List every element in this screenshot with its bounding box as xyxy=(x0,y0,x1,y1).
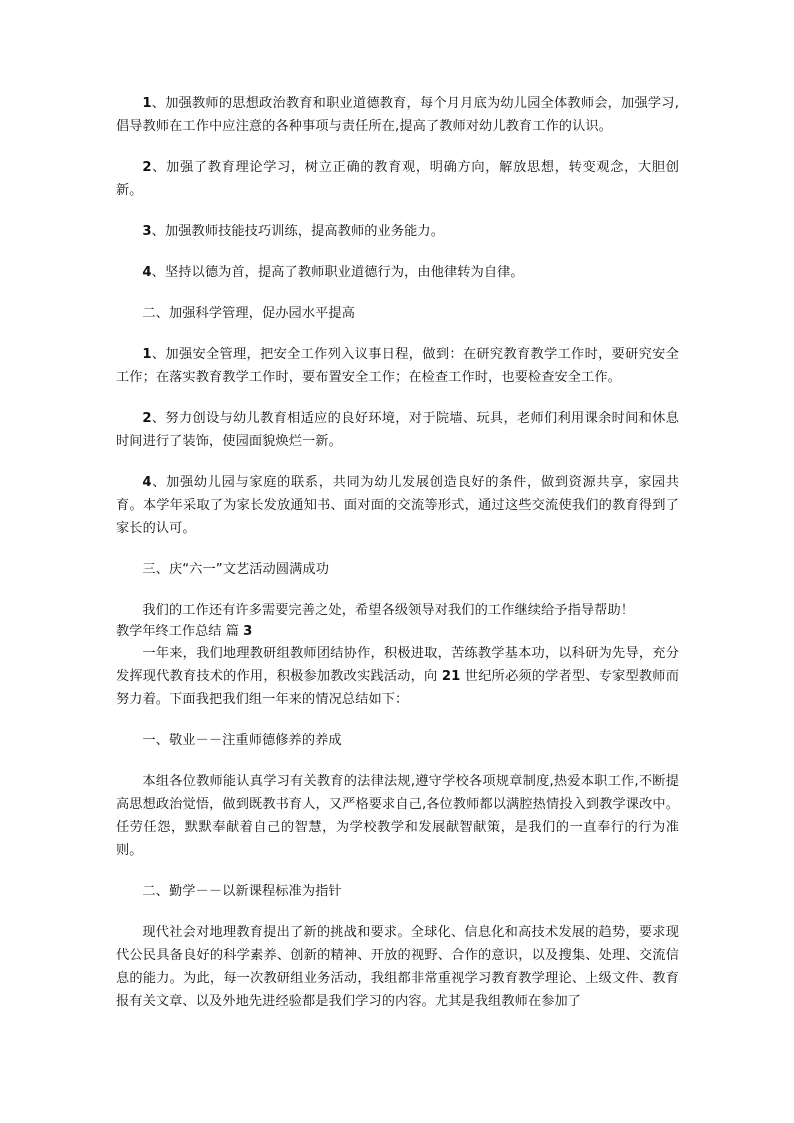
section-heading-2: 二、加强科学管理，促办园水平提高 xyxy=(142,306,355,321)
paragraph-3 xyxy=(116,220,679,243)
intro-text-b: 世纪所必须的学者型、专家型教师而努力着。下面我把我们组一年来的情况总结如下： xyxy=(116,669,679,707)
paragraph-6 xyxy=(116,407,679,453)
paragraph-text: 、加强教师技能技巧训练，提高教师的业务能力。 xyxy=(151,224,444,239)
paragraph-text: 、加强教师的思想政治教育和职业道德教育，每个月月底为幼儿园全体教师会，加强学习,倡导教师在工作中应注意的各种事项与责任所在,提高了教师对幼儿教育工作的认识。 xyxy=(116,96,679,134)
paragraph-8: 本组各位教师能认真学习有关教育的法律法规,遵守学校各项规章制度,热爱本职工作,不断提高思想政治觉悟，做到既教书育人，又严格要求自己,各位教师都以满腔热情投入到教学课改中。任劳任怨，默默奉献着自己的智慧，为学校教学和发展献智献策，是我们的一直奉行的行为准则。 xyxy=(116,774,679,858)
paragraph-7 xyxy=(116,471,679,540)
paragraph-text: 、加强了教育理论学习，树立正确的教育观，明确方向，解放思想，转变观念，大胆创新。 xyxy=(116,160,679,198)
paragraph-text: 、坚持以德为首，提高了教师职业道德行为，由他律转为自律。 xyxy=(151,265,524,280)
intro-text-a: 一年来，我们地理教研组教师团结协作，积极进取，苦练教学基本功，以科研为先导，充分发挥现代教育技术的作用，积极参加教改实践活动，向 xyxy=(116,646,679,684)
section-title-text: 教学年终工作总结 篇 xyxy=(116,624,244,639)
paragraph-number: 2 xyxy=(142,160,152,175)
paragraph-number: 2 xyxy=(142,411,152,426)
paragraph-9: 现代社会对地理教育提出了新的挑战和要求。全球化、信息化和高技术发展的趋势，要求现代公民具备良好的科学素养、创新的精神、开放的视野、合作的意识，以及搜集、处理、交流信息的能力。为此，每一次教研组业务活动，我组都非常重视学习教育教学理论、上级文件、教育报有关文章、以及外地先进经验都是我们学习的内容。尤其是我组教师在参加了 xyxy=(116,925,679,1009)
paragraph-number: 4 xyxy=(142,265,152,280)
intro-number: 21 xyxy=(441,669,461,684)
paragraph-number: 1 xyxy=(142,347,152,362)
section-title-number: 3 xyxy=(243,624,253,639)
paragraph-number: 3 xyxy=(142,224,152,239)
closing-paragraph: 我们的工作还有许多需要完善之处，希望各级领导对我们的工作继续给予指导帮助！ xyxy=(142,603,635,618)
section-heading-2b: 二、勤学－－以新课程标准为指针 xyxy=(142,884,342,899)
paragraph-text: 、加强幼儿园与家庭的联系，共同为幼儿发展创造良好的条件，做到资源共享，家园共育。本学年采取了为家长发放通知书、面对面的交流等形式，通过这些交流使我们的教育得到了家长的认可。 xyxy=(116,475,679,536)
section-title xyxy=(116,622,679,642)
section-heading-1b: 一、敬业－－注重师德修养的养成 xyxy=(142,733,342,748)
paragraph-number: 1 xyxy=(142,96,152,111)
paragraph-number: 4 xyxy=(142,475,152,490)
paragraph-text: 、努力创设与幼儿教育相适应的良好环境，对于院墙、玩具，老师们利用课余时间和休息时间进行了装饰，使园面貌焕烂一新。 xyxy=(116,411,679,449)
paragraph-4 xyxy=(116,261,679,284)
document-page xyxy=(116,92,679,1013)
paragraph-5 xyxy=(116,343,679,389)
paragraph-2 xyxy=(116,156,679,202)
paragraph-1 xyxy=(116,92,679,138)
intro-paragraph xyxy=(116,642,679,711)
paragraph-text: 、加强安全管理，把安全工作列入议事日程，做到：在研究教育教学工作时，要研究安全工作；在落实教育教学工作时，要布置安全工作；在检查工作时，也要检查安全工作。 xyxy=(116,347,679,385)
section-heading-3: 三、庆“六一”文艺活动圆满成功 xyxy=(142,562,329,577)
